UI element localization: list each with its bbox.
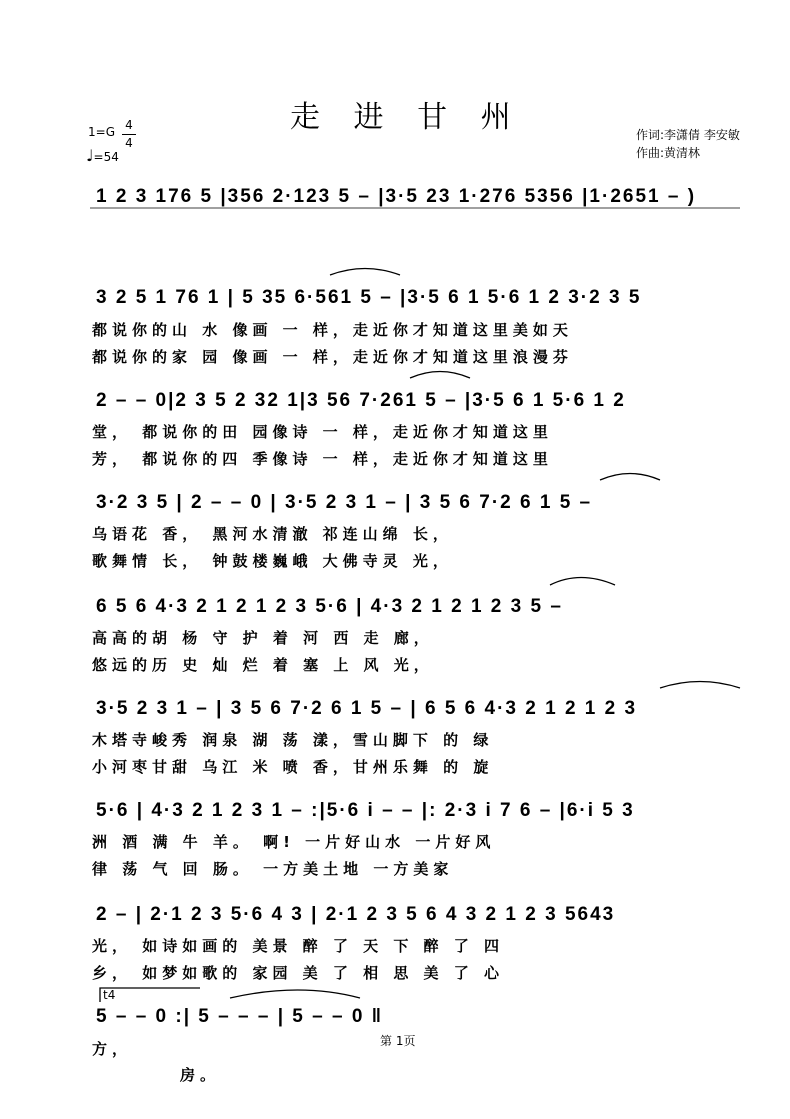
slur-mark xyxy=(660,682,740,689)
slur-mark xyxy=(330,269,400,276)
lyrics-verse2-6: 小河枣甘甜 乌江 米 喷 香，甘州乐舞 的 旋 xyxy=(92,758,494,776)
lyrics-verse1-5: 高高的胡 杨 守 护 着 河 西 走 廊， xyxy=(92,629,434,647)
page-number: 第 1页 xyxy=(380,1034,416,1048)
lyricist-credit: 作词:李潇倩 李安敏 xyxy=(636,128,740,142)
staff-notes-6: 3·5 2 3 1 – | 3 5 6 7·2 6 1 5 – | 6 5 6 4·3 2 1 2 1 2 3 xyxy=(96,698,638,719)
lyrics-verse1-8: 光， 如诗如画的 美景 醉 了 天 下 醉 了 四 xyxy=(92,937,505,955)
staff-notes-4: 3·2 3 5 | 2 – – 0 | 3·5 2 3 1 – | 3 5 6 7·2 6 1 5 – xyxy=(96,492,593,513)
staff-notes-3: 2 – – 0|2 3 5 2 32 1|3 56 7·261 5 – |3·5 6 1 5·6 1 2 xyxy=(96,390,626,411)
lyrics-verse2-8: 乡， 如梦如歌的 家园 美 了 相 思 美 了 心 xyxy=(92,964,505,982)
lyrics-verse2-9: 房。 xyxy=(180,1066,221,1084)
staff-notes-8: 2 – | 2·1 2 3 5·6 4 3 | 2·1 2 3 5 6 4 3 2 1 2 3 5643 xyxy=(96,904,616,925)
staff-notes-9: 5 – – 0 :| 5 – – – | 5 – – 0 ‖ xyxy=(96,1006,384,1027)
key-signature: 1=G xyxy=(88,125,115,139)
slur-mark xyxy=(230,990,360,998)
slur-mark xyxy=(410,372,470,379)
staff-notes-1: 1 2 3 176 5 |356 2·123 5 – |3·5 23 1·276 5356 |1·2651 – ) xyxy=(96,186,697,207)
lyrics-verse1-3: 堂， 都说你的田 园像诗 一 样，走近你才知道这里 xyxy=(92,423,553,441)
staff-notes-5: 6 5 6 4·3 2 1 2 1 2 3 5·6 | 4·3 2 1 2 1 2 3 5 – xyxy=(96,596,563,617)
slur-mark xyxy=(550,578,615,586)
lyrics-verse1-2: 都说你的山 水 像画 一 样，走近你才知道这里美如天 xyxy=(92,321,573,339)
lyrics-verse2-7: 律 荡 气 回 肠。 一方美土地 一方美家 xyxy=(92,860,454,878)
lyrics-verse2-4: 歌舞情 长， 钟鼓楼巍峨 大佛寺灵 光， xyxy=(92,552,453,570)
volta-bracket xyxy=(100,988,200,1002)
lyrics-verse2-3: 芳， 都说你的四 季像诗 一 样，走近你才知道这里 xyxy=(92,450,553,468)
time-signature-bottom: 4 xyxy=(125,136,133,150)
lyrics-verse1-7: 洲 酒 满 牛 羊。 啊! 一片好山水 一片好风 xyxy=(92,833,496,851)
tempo-value: =54 xyxy=(93,150,119,164)
lyrics-verse1-4: 乌语花 香， 黑河水清澈 祁连山绵 长， xyxy=(92,525,453,543)
lyrics-verse2-5: 悠远的历 史 灿 烂 着 塞 上 风 光， xyxy=(92,656,434,674)
staff-notes-2: 3 2 5 1 76 1 | 5 35 6·561 5 – |3·5 6 1 5·6 1 2 3·2 3 5 xyxy=(96,287,642,308)
staff-notes-7: 5·6 | 4·3 2 1 2 3 1 – :|5·6 i – – |: 2·3 i 7 6 – |6·i 5 3 xyxy=(96,800,635,821)
quarter-note-icon: ♩ xyxy=(86,146,94,165)
volta-label: t4 xyxy=(103,988,116,1002)
slur-mark xyxy=(600,474,660,481)
composer-credit: 作曲:黄清林 xyxy=(636,146,701,160)
song-title: 走 进 甘 州 xyxy=(290,100,523,135)
lyrics-verse2-2: 都说你的家 园 像画 一 样，走近你才知道这里浪漫芬 xyxy=(92,348,573,366)
lyrics-verse1-9: 方， xyxy=(92,1040,133,1058)
lyrics-verse1-6: 木塔寺峻秀 润泉 湖 荡 漾，雪山脚下 的 绿 xyxy=(92,731,494,749)
time-signature-top: 4 xyxy=(122,117,136,135)
